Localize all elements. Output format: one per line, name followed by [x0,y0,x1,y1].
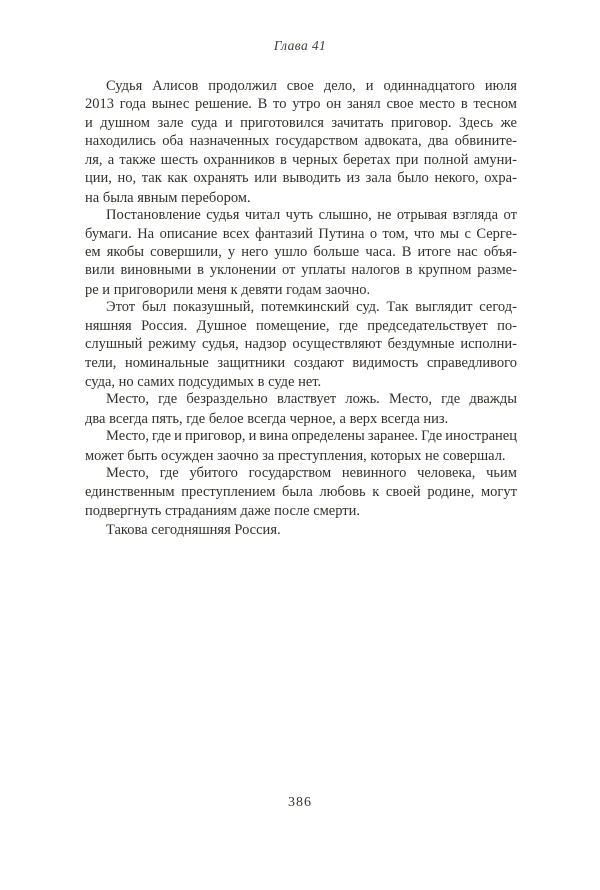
text-line: Судья Алисов продолжил свое дело, и одиннадцатого июля [106,78,517,94]
text-line: вили виновными в уклонении от уплаты налогов в крупном разме- [85,262,517,279]
text-line: ля, а также шесть охранников в черных беретах при полной амуни- [85,151,517,168]
paragraph [85,299,517,391]
text-line: на была явным перебором. [85,189,251,206]
text-line: Постановление судья читал чуть слышно, не отрывая взгляда от [106,207,517,224]
text-line: находились оба назначенных государством адвоката, два обвините- [85,133,517,150]
paragraph [85,78,517,207]
paragraph [85,207,517,299]
text-line: Место, где безраздельно властвует ложь. Место, где дважды [106,391,517,408]
text-line: ре и приговорили меня к девяти годам заочно. [85,281,371,298]
text-line: Место, где и приговор, и вина определены заранее. Где иностранец [106,428,517,445]
paragraph [85,465,517,520]
paragraph [85,521,517,539]
text-line: бумаги. На описание всех фантазий Путина о том, что мы с Серге- [85,225,517,242]
text-line: подвергнуть страданиям даже после смерти. [85,503,361,520]
page-number: 386 [288,795,312,810]
paragraph [85,428,517,465]
text-line: Такова сегодняшняя Россия. [106,521,281,538]
text-line: два всегда пять, где белое всегда черное, а верх всегда низ. [85,410,449,427]
body-text [85,78,517,539]
text-line: и душном зале суда и приготовился зачитать приговор. Здесь же [85,114,517,131]
text-line: няшняя Россия. Душное помещение, где председательствует по- [85,317,517,334]
text-line: суда, но самих подсудимых в суде нет. [85,374,322,390]
text-line: единственным преступлением была любовь к своей родине, могут [85,483,517,500]
text-line: Место, где убитого государством невинного человека, чьим [106,465,517,482]
text-line: 2013 года вынес решение. В то утро он занял свое место в тесном [85,96,517,113]
text-line: ем якобы совершили, у него ушло больше часа. В итоге нас объя- [85,243,517,260]
text-line: Этот был показушный, потемкинский суд. Так выглядит сегод- [106,299,517,316]
paragraph [85,391,517,428]
text-line: ции, но, так как охранять или выводить из зала было некого, охра- [85,170,517,187]
chapter-header: Глава 41 [273,38,327,53]
text-line: может быть осужден заочно за преступления, которых не совершал. [85,447,506,464]
text-line: слушный режиму судья, надзор осуществляют бездумные исполни- [85,336,517,353]
text-line: тели, номинальные защитники создают видимость справедливого [85,354,517,371]
